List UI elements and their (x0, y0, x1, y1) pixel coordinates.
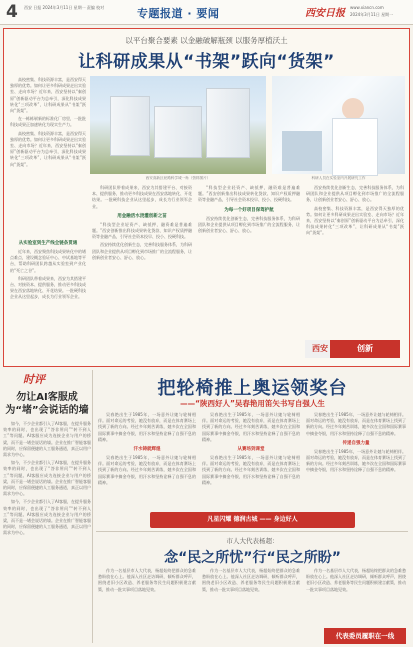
feature-para: 近年来，西安聚焦科技成果转化中的堵点难点，建设概念验证中心、中试基地等平台，帮助科研团队跨越从实验室到产业化的“死亡之谷”。 (10, 249, 86, 273)
commentary-para: 如今，不少企业都引入了AI客服，在提升服务效率的同时，也出现了“答非所问”“转不到人工”等问题。AI客服应成为连接企业与用户的桥梁，而不是一堵会说话的墙。企业在推广智能客服的同时，应保留便捷的人工服务通道，真正以用户需求为中心。 (3, 421, 91, 458)
subhead: 用金融活水浇灌创新之苗 (117, 213, 167, 219)
commentary-column (3, 369, 91, 644)
lab-photo (272, 76, 405, 174)
page-header (0, 0, 413, 25)
feature-col-1 (10, 77, 86, 170)
profile-col-1 (98, 412, 196, 488)
xian-badge: 西安 (305, 340, 335, 358)
column-divider (92, 370, 93, 643)
deputy-headline: 念“民之所忧”行“民之所盼” (164, 550, 341, 566)
feature-para: 高校密集、科技资源丰富，是西安得天独厚的优势。如何让更多科研成果走出实验室、走向市场？近年来，西安坚持以“秦创原”创新驱动平台为总牵引，深化科技成果转化“三项改革”，让科研成果从“书架”跃向“货架”。 (10, 77, 86, 114)
profile-para: 吴春艳出生于1985年，一场意外让她与轮椅相伴。面对命运的考验，她没有放弃，而是在体育赛场上找到了新的方向。经过多年刻苦训练，她多次在全国和国际赛事中摘金夺银，用汗水和坚持诠释了自强不息的精神。 (98, 412, 196, 442)
page-number: 4 (6, 2, 18, 22)
profile-col-2 (202, 412, 300, 488)
feature-para: 在一栋栋崭新的标准化厂房里，一批批科技成果正加速转化为现实生产力。 (10, 116, 86, 128)
subhead: 从实验室到生产线全链条贯通 (18, 241, 78, 246)
photo1-caption: 西安高新区丝路科学城一角（资料图片） (145, 176, 211, 180)
section-divider (96, 531, 408, 532)
feature-kicker: 以平台聚合要素 以金融破解瓶颈 以服务厚植沃土 (125, 36, 288, 45)
profile-para: 吴春艳出生于1985年，一场意外让她与轮椅相伴。面对命运的考验，她没有放弃，而是在体育赛场上找到了新的方向。经过多年刻苦训练，她多次在全国和国际赛事中摘金夺银，用汗水和坚持诠释了自强不息的精神。 (306, 412, 406, 436)
feature-article (3, 28, 410, 367)
site-url: www.xiancn.com (350, 5, 384, 10)
scientist-head (342, 98, 364, 120)
deputy-col-2 (202, 568, 300, 595)
masthead-logo: 西安日报 (305, 8, 345, 19)
deputies-badge: 代表委员履职在一线 (324, 628, 406, 644)
header-meta: 西安 日报 2024年3月11日 星期一 责编 校对 (24, 5, 105, 10)
issue-date: 2024年3月11日 星期一 (350, 12, 394, 17)
feature-para: 高校密集、科技资源丰富，是西安得天独厚的优势。如何让更多科研成果走出实验室、走向市场？近年来，西安坚持以“秦创原”创新驱动平台为总牵引，深化科技成果转化“三项改革”，让科研成果从“书架”跃向“货架”。 (10, 130, 86, 167)
deputy-para: 作为一名基层市人大代表，杨超始终把群众的急难愁盼放在心上。他深入社区走访调研，倾听群众呼声，围绕老旧小区改造、养老服务等民生问题积极建言献策，推动一批实事项目落地见效。 (306, 568, 406, 592)
deputy-para: 作为一名基层市人大代表，杨超始终把群众的急难愁盼放在心上。他深入社区走访调研，倾听群众呼声，围绕老旧小区改造、养老服务等民生问题积极建言献策，推动一批实事项目落地见效。 (202, 568, 300, 592)
deputy-para: 作为一名基层市人大代表，杨超始终把群众的急难愁盼放在心上。他深入社区走访调研，倾听群众呼声，围绕老旧小区改造、养老服务等民生问题积极建言献策，推动一批实事项目落地见效。 (98, 568, 196, 592)
feature-col-1b (10, 237, 86, 303)
feature-headline: 让科研成果从“书架”跃向“货架” (78, 52, 335, 72)
feature-col-2 (92, 185, 192, 263)
subhead: 从赛场到课堂 (237, 447, 265, 453)
profile-para: 吴春艳出生于1985年，一场意外让她与轮椅相伴。面对命运的考验，她没有放弃，而是在体育赛场上找到了新的方向。经过多年刻苦训练，她多次在全国和国际赛事中摘金夺银，用汗水和坚持诠释了自强不息的精神。 (202, 455, 300, 485)
deputy-col-1 (98, 568, 196, 595)
building-shape (206, 88, 250, 158)
lab-coat (332, 118, 378, 176)
profile-col-3 (306, 412, 406, 476)
deputy-col-3 (306, 568, 406, 595)
profile-headline: 把轮椅推上奥运领奖台 (157, 378, 348, 399)
building-shape (154, 106, 202, 158)
campus-photo (90, 76, 266, 174)
deputy-kicker: 市人大代表杨超： (226, 537, 279, 545)
commentary-title: 勿让AI客服成为“堵”会说话的墙 (5, 392, 89, 416)
feature-col-3 (198, 185, 300, 236)
subhead: 为每一个好项目保驾护航 (224, 207, 274, 213)
section-title: 专题报道 · 要闻 (137, 7, 220, 20)
profile-para: 吴春艳出生于1985年，一场意外让她与轮椅相伴。面对命运的考验，她没有放弃，而是在体育赛场上找到了新的方向。经过多年刻苦训练，她多次在全国和国际赛事中摘金夺银，用汗水和坚持诠释了自强不息的精神。 (98, 455, 196, 485)
building-shape (110, 96, 150, 156)
lab-equipment (282, 131, 322, 171)
feature-para: 科研团队带着成果来，西安为其搭建平台、对接资本、提供服务，推动更多科技成果在西安落地转化、开花结果。一批硬科技企业从这里起步，成长为行业领军企业。 (92, 185, 192, 209)
feature-para: 高校密集、科技资源丰富，是西安得天独厚的优势。如何让更多科研成果走出实验室、走向市场？近年来，西安坚持以“秦创原”创新驱动平台为总牵引，深化科技成果转化“三项改革”，让科研成果从“书架”跃向“货架”。 (306, 205, 404, 236)
photo2-caption: 科研人员在实验室内开展研究工作 (311, 176, 366, 180)
feature-col-4 (306, 185, 404, 239)
profile-para: 吴春艳出生于1985年，一场意外让她与轮椅相伴。面对命运的考验，她没有放弃，而是在体育赛场上找到了新的方向。经过多年刻苦训练，她多次在全国和国际赛事中摘金夺银，用汗水和坚持诠释了自强不息的精神。 (306, 448, 406, 473)
banner-text: 凡星闪耀 德润古城 —— 身边好人 (207, 516, 298, 523)
innovation-badge: 创新 (330, 340, 400, 358)
commentary-para: 如今，不少企业都引入了AI客服，在提升服务效率的同时，也出现了“答非所问”“转不到人工”等问题。AI客服应成为连接企业与用户的桥梁，而不是一堵会说话的墙。企业在推广智能客服的同时，应保留便捷的人工服务通道，真正以用户需求为中心。 (3, 460, 91, 497)
feature-para: 西安持续优化创新生态，完善科技服务体系，为科研团队和企业提供从项目孵化到市场推广的全流程服务，让创新创业者安心、舒心、放心。 (198, 215, 300, 234)
good-people-banner (150, 512, 355, 528)
feature-para: “科技型企业轻资产、缺抵押，融资难是普遍难题。”西安创新推出科技成果转化贷款、知识产权质押融资等金融产品，引导社会资本投早、投小、投硬科技。 (92, 221, 192, 240)
subhead: 汗水铸就辉煌 (133, 447, 161, 453)
profile-subheadline: ——“陕西好人”吴春艳用笛矢书写自强人生 (180, 399, 325, 408)
feature-para: 西安持续优化创新生态，完善科技服务体系，为科研团队和企业提供从项目孵化到市场推广的全流程服务，让创新创业者安心、舒心、放心。 (92, 242, 192, 260)
feature-para: 西安持续优化创新生态，完善科技服务体系，为科研团队和企业提供从项目孵化到市场推广的全流程服务，让创新创业者安心、舒心、放心。 (306, 185, 404, 203)
feature-para: “科技型企业轻资产、缺抵押，融资难是普遍难题。”西安创新推出科技成果转化贷款、知识产权质押融资等金融产品，引导社会资本投早、投小、投硬科技。 (198, 185, 300, 203)
commentary-para: 如今，不少企业都引入了AI客服，在提升服务效率的同时，也出现了“答非所问”“转不到人工”等问题。AI客服应成为连接企业与用户的桥梁，而不是一堵会说话的墙。企业在推广智能客服的同时，应保留便捷的人工服务通道，真正以用户需求为中心。 (3, 499, 91, 536)
feature-para: 科研团队带着成果来，西安为其搭建平台、对接资本、提供服务，推动更多科技成果在西安落地转化、开花结果。一批硬科技企业从这里起步，成长为行业领军企业。 (10, 275, 86, 300)
profile-para: 吴春艳出生于1985年，一场意外让她与轮椅相伴。面对命运的考验，她没有放弃，而是在体育赛场上找到了新的方向。经过多年刻苦训练，她多次在全国和国际赛事中摘金夺银，用汗水和坚持诠释了自强不息的精神。 (202, 412, 300, 442)
commentary-tag: 时评 (23, 373, 45, 386)
subhead: 传递自强力量 (342, 440, 370, 446)
